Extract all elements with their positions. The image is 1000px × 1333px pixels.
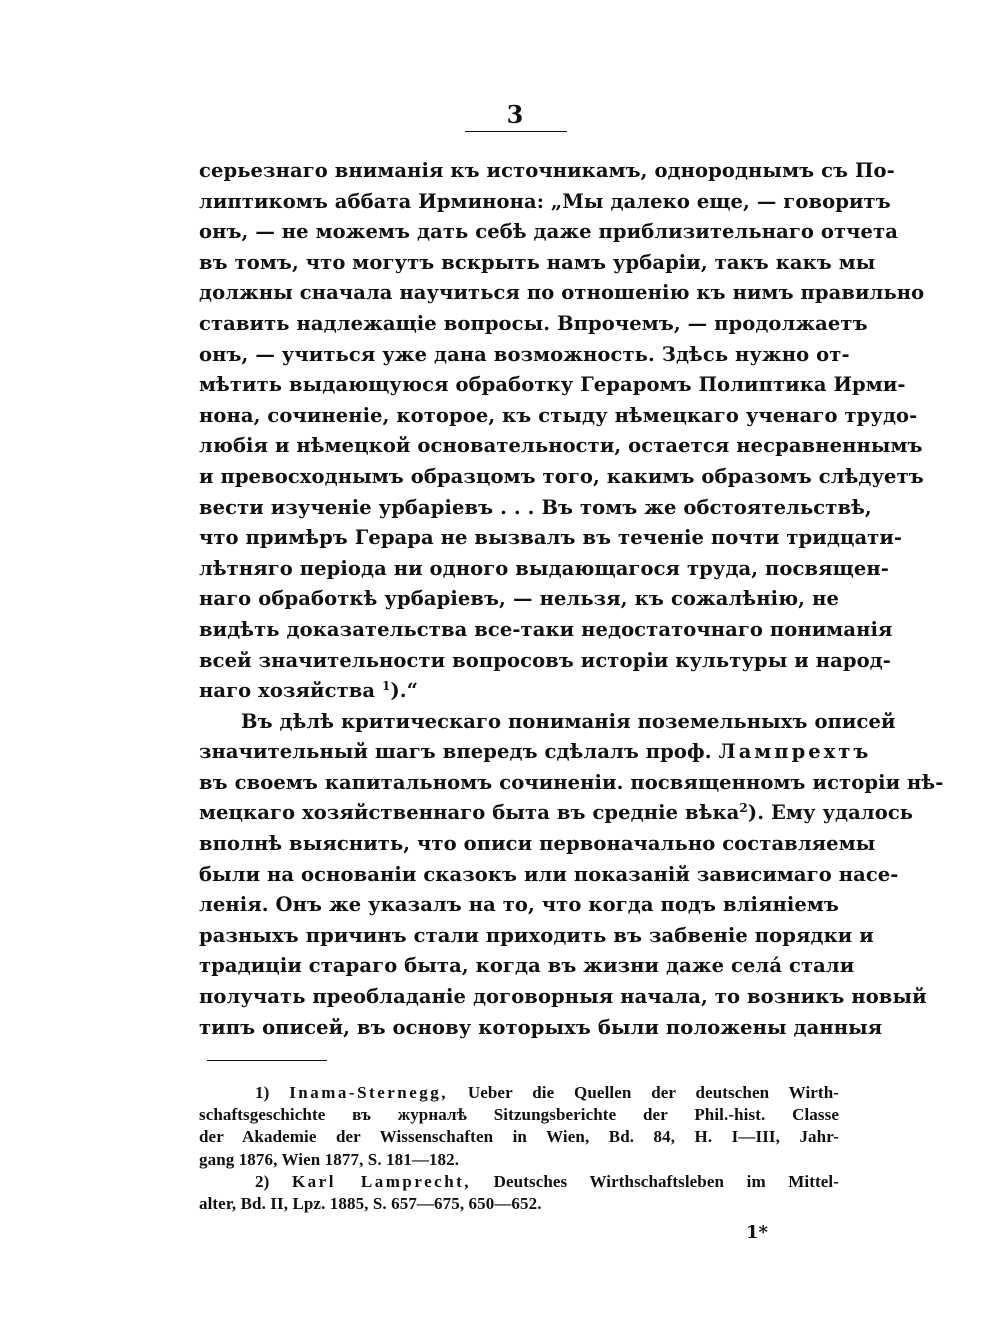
main-text — [199, 156, 944, 1043]
footnote-line: der Akademie der Wissenschaften in Wien, Bd. 84, H. I—III, Jahr- — [199, 1127, 839, 1147]
text-line — [199, 676, 839, 707]
footnote-line: gang 1876, Wien 1877, S. 181—182. — [199, 1149, 460, 1169]
text-line: что примѣръ Герара не вызвалъ въ теченіе почти тридцати- — [199, 526, 903, 550]
text-line: и превосходнымъ образцомъ того, какимъ образомъ слѣдуетъ — [199, 464, 924, 488]
text-line: въ своемъ капитальномъ сочиненіи. посвященномъ исторіи нѣ- — [199, 770, 944, 794]
footnote-number: 2) — [255, 1171, 270, 1191]
text-line: серьезнаго вниманія къ источникамъ, однороднымъ съ По- — [199, 159, 895, 182]
text-line: липтикомъ аббата Ирминона: „Мы далеко еще, — говоритъ — [199, 189, 891, 213]
page-number: 3 — [506, 100, 524, 129]
text-line: лѣтняго періода ни одного выдающагося труда, посвящен- — [199, 556, 889, 580]
header-rule — [465, 131, 567, 132]
footnote-number: 1) — [255, 1083, 270, 1102]
line-text: ). Ему удалось — [747, 801, 914, 825]
text-line: ставить надлежащіе вопросы. Впрочемъ, — продолжаетъ — [199, 311, 868, 335]
text-line: вполнѣ выяснить, что описи первоначально составляемы — [199, 832, 876, 856]
text-line: онъ, — не можемъ дать себѣ даже приблизительнаго отчета — [199, 220, 898, 244]
text-line — [199, 798, 914, 829]
text-line: Въ дѣлѣ критическаго пониманія поземельныхъ описей — [241, 709, 896, 733]
text-line: мѣтить выдающуюся обработку Гераромъ Полиптика Ирми- — [199, 373, 906, 397]
text-line: разныхъ причинъ стали приходить въ забвеніе порядки и — [199, 923, 874, 947]
text-line: нона, сочиненіе, которое, къ стыду нѣмецкаго ученаго трудо- — [199, 403, 918, 427]
author-name: Лампрехтъ — [718, 740, 872, 764]
text-line: традиціи стараго быта, когда въ жизни даже села́ стали — [199, 954, 855, 978]
line-text: мецкаго хозяйственнаго быта въ средніе вѣка — [199, 801, 740, 825]
text-line: вести изученіе урбаріевъ . . . Въ томъ же обстоятельствѣ, — [199, 495, 872, 519]
text-line: видѣть доказательства все-таки недостаточнаго пониманія — [199, 617, 893, 641]
footnote-ref[interactable]: 1 — [382, 679, 391, 694]
text-line: всей значительности вопросовъ исторіи культуры и народ- — [199, 648, 891, 672]
text-line: въ томъ, что могутъ вскрыть намъ урбаріи, такъ какъ мы — [199, 250, 876, 274]
text-line: ленія. Онъ же указалъ на то, что когда подъ вліяніемъ — [199, 893, 839, 917]
footnote-author: Inama-Sternegg, — [289, 1083, 449, 1102]
footnote-line — [199, 1082, 839, 1104]
footnote-author: Karl Lamprecht, — [291, 1171, 472, 1191]
text-line: наго обработкѣ урбаріевъ, — нельзя, къ сожалѣнію, не — [199, 587, 839, 611]
footnote-text: Deutsches Wirthschaftsleben im Mittel- — [493, 1171, 839, 1191]
line-text: значительный шагъ впередъ сдѣлалъ проф. — [199, 740, 712, 764]
text-line: должны сначала научиться по отношенію къ нимъ правильно — [199, 281, 925, 305]
line-text: наго хозяйства — [199, 679, 376, 703]
footnote-line: alter, Bd. II, Lpz. 1885, S. 657—675, 650—652. — [199, 1193, 542, 1213]
text-line: получать преобладаніе договорныя начала, то возникъ новый — [199, 985, 927, 1009]
signature-mark: 1* — [746, 1222, 768, 1243]
text-line: онъ, — учиться уже дана возможность. Здѣсь нужно от- — [199, 342, 850, 366]
footnote-ref[interactable]: 2 — [739, 801, 748, 816]
text-line: были на основаніи сказокъ или показаній зависимаго насе- — [199, 862, 899, 886]
text-line: типъ описей, въ основу которыхъ были положены данныя — [199, 1015, 883, 1039]
footnotes — [199, 1082, 839, 1215]
footnote-text: Ueber die Quellen der deutschen Wirth- — [467, 1083, 840, 1102]
footnote-rule — [207, 1060, 327, 1061]
footnote-line — [199, 1171, 839, 1193]
text-line: любія и нѣмецкой основательности, остается несравненнымъ — [199, 434, 923, 458]
footnote-line: schaftsgeschichte въ журналѣ Sitzungsberichte der Phil.-hist. Classe — [199, 1105, 839, 1125]
line-text: ).“ — [390, 679, 419, 703]
text-line — [199, 737, 872, 768]
